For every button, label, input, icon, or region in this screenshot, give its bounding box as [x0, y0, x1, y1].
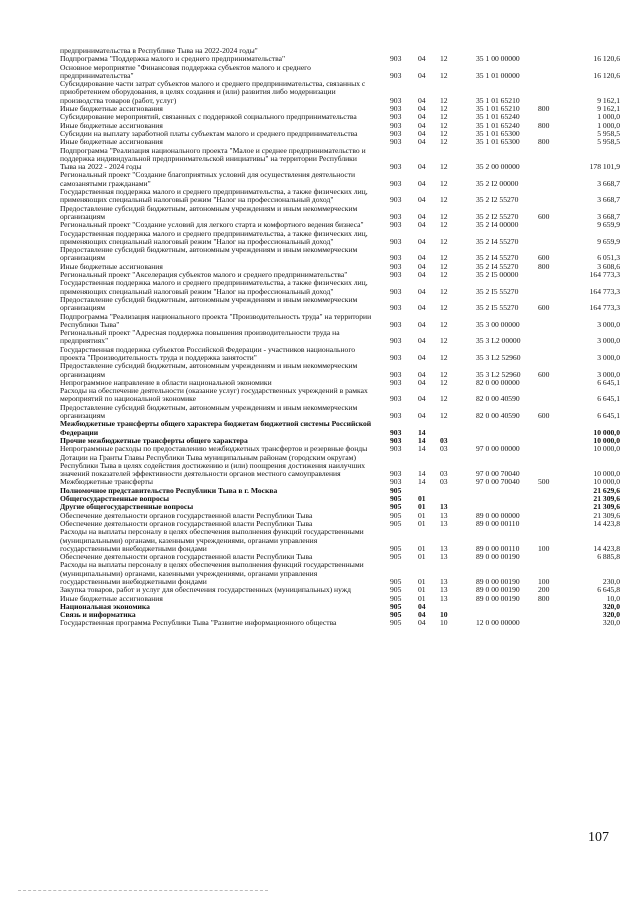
- department-code: 903: [390, 95, 402, 105]
- section-code: 04: [418, 601, 426, 611]
- expense-type-code: 800: [538, 137, 550, 147]
- section-code: 04: [418, 394, 426, 404]
- amount: 1 000,0: [597, 120, 620, 130]
- department-code: 903: [390, 286, 402, 296]
- row-name: Государственная поддержка малого и среднего предпринимательства, а также физических лиц, применяющих специальный налоговый режим "Налог на профессиональный доход": [60, 228, 368, 246]
- amount: 230,0: [602, 577, 620, 586]
- subsection-code: 12: [440, 411, 448, 421]
- row-name: Иные бюджетные ассигнования: [60, 104, 163, 114]
- subsection-code: 12: [440, 120, 448, 130]
- amount: 6 051,3: [597, 253, 620, 263]
- target-article-code: 35 3 L2 52960: [476, 352, 521, 362]
- table-row: [60, 603, 620, 611]
- row-name: Дотации на Гранты Главы Республики Тыва муниципальным районам (городским округам) Республики Тыва в целях содействия достижению и (или) поощрения достижения наилучших значений показателей эффективности деятельности органов местного самоуправления: [60, 452, 366, 479]
- subsection-code: 12: [440, 70, 448, 80]
- subsection-code: 10: [440, 618, 448, 628]
- department-code: 903: [390, 477, 402, 487]
- section-code: 04: [418, 253, 426, 263]
- subsection-code: 13: [440, 593, 448, 603]
- amount: 5 958,5: [597, 137, 620, 147]
- amount: 3 668,7: [597, 195, 620, 205]
- subsection-code: 12: [440, 95, 448, 105]
- department-code: 905: [390, 485, 402, 495]
- target-article-code: 35 2 I2 00000: [476, 178, 519, 188]
- row-name: Предоставление субсидий бюджетным, автономным учреждениям и иным некоммерческим организациям: [60, 361, 358, 379]
- amount: 6 885,8: [597, 552, 620, 562]
- subsection-code: 12: [440, 162, 448, 172]
- section-code: 01: [418, 585, 426, 595]
- subsection-code: 12: [440, 178, 448, 188]
- target-article-code: 97 0 00 70040: [476, 477, 520, 487]
- amount: 21 629,6: [593, 485, 620, 495]
- department-code: 903: [390, 261, 402, 271]
- subsection-code: 12: [440, 128, 448, 138]
- section-code: 01: [418, 543, 426, 553]
- subsection-code: 12: [440, 394, 448, 404]
- subsection-code: 12: [440, 253, 448, 263]
- row-name: Иные бюджетные ассигнования: [60, 261, 163, 271]
- amount: 3 608,6: [597, 261, 620, 271]
- department-code: 903: [390, 427, 402, 437]
- row-name: Связь и информатика: [60, 610, 136, 620]
- department-code: 903: [390, 253, 402, 263]
- footer-divider: [18, 890, 268, 891]
- department-code: 905: [390, 618, 402, 628]
- amount: 6 645,1: [597, 377, 620, 387]
- amount: 3 000,0: [597, 352, 620, 362]
- department-code: 905: [390, 610, 402, 620]
- amount: 3 668,7: [597, 211, 620, 221]
- department-code: 905: [390, 577, 402, 586]
- subsection-code: 13: [440, 543, 448, 553]
- expense-type-code: 800: [538, 261, 550, 271]
- row-name: Предоставление субсидий бюджетным, автономным учреждениям и иным некоммерческим организациям: [60, 294, 358, 313]
- subsection-code: 03: [440, 444, 448, 454]
- section-code: 04: [418, 104, 426, 114]
- amount: 16 120,6: [593, 70, 620, 80]
- section-code: 04: [418, 162, 426, 172]
- department-code: 903: [390, 104, 402, 114]
- department-code: 905: [390, 502, 402, 512]
- amount: 16 120,6: [593, 54, 620, 64]
- amount: 10 000,0: [593, 477, 620, 487]
- target-article-code: 82 0 00 00000: [476, 377, 520, 387]
- row-name: Межбюджетные трансферты общего характера бюджетам бюджетной системы Российской Федерации: [60, 419, 372, 437]
- row-name: Региональный проект "Создание условий для легкого старта и комфортного ведения бизнеса": [60, 220, 364, 230]
- amount: 21 309,6: [593, 502, 620, 512]
- target-article-code: 12 0 00 00000: [476, 618, 520, 628]
- expense-type-code: 800: [538, 104, 550, 114]
- subsection-code: 12: [440, 261, 448, 271]
- target-article-code: 35 1 00 00000: [476, 54, 520, 64]
- section-code: 14: [418, 469, 426, 479]
- row-name: Расходы на обеспечение деятельности (оказание услуг) государственных учреждений в рамках мероприятий по национальной экономике: [60, 386, 368, 404]
- target-article-code: 35 2 I2 55270: [476, 195, 519, 205]
- target-article-code: 35 1 01 00000: [476, 70, 520, 80]
- target-article-code: 35 2 I5 00000: [476, 270, 519, 280]
- row-name: Межбюджетные трансферты: [60, 477, 153, 487]
- target-article-code: 35 3 00 00000: [476, 319, 520, 329]
- department-code: 903: [390, 352, 402, 362]
- target-article-code: 35 1 01 65210: [476, 95, 520, 105]
- table-row: [60, 619, 620, 627]
- amount: 6 645,1: [597, 394, 620, 404]
- subsection-code: 12: [440, 303, 448, 313]
- section-code: 04: [418, 319, 426, 329]
- subsection-code: 12: [440, 377, 448, 387]
- section-code: 14: [418, 444, 426, 454]
- expense-type-code: 800: [538, 593, 550, 603]
- row-name: Непрограммное направление в области национальной экономики: [60, 377, 272, 387]
- table-row: [60, 64, 620, 81]
- row-name: Закупка товаров, работ и услуг для обеспечения государственных (муниципальных) нужд: [60, 585, 351, 595]
- department-code: 905: [390, 543, 402, 553]
- department-code: 905: [390, 510, 402, 520]
- subsection-code: 13: [440, 518, 448, 528]
- department-code: 903: [390, 70, 402, 80]
- row-name: Обеспечение деятельности органов государственной власти Республики Тыва: [60, 510, 313, 520]
- row-name: Иные бюджетные ассигнования: [60, 593, 163, 603]
- row-name: Национальная экономика: [60, 601, 150, 611]
- table-row: [60, 246, 620, 263]
- department-code: 905: [390, 552, 402, 562]
- target-article-code: 35 1 01 65300: [476, 128, 520, 138]
- subsection-code: 03: [440, 469, 448, 479]
- table-row: [60, 188, 620, 205]
- target-article-code: 35 2 I4 55270: [476, 253, 519, 263]
- section-code: 04: [418, 220, 426, 230]
- amount: 21 309,6: [593, 510, 620, 520]
- target-article-code: 89 0 00 00190: [476, 552, 520, 562]
- table-row: [60, 404, 620, 421]
- target-article-code: 35 2 00 00000: [476, 162, 520, 172]
- section-code: 04: [418, 95, 426, 105]
- section-code: 04: [418, 369, 426, 379]
- expense-type-code: 600: [538, 211, 550, 221]
- target-article-code: 35 3 L2 52960: [476, 369, 521, 379]
- section-code: 01: [418, 593, 426, 603]
- department-code: 903: [390, 178, 402, 188]
- subsection-code: 10: [440, 610, 448, 620]
- row-name: Субсидии на выплату заработной платы субъектам малого и среднего предпринимательства: [60, 128, 358, 138]
- table-row: [60, 80, 620, 105]
- row-name: Предоставление субсидий бюджетным, автономным учреждениям и иным некоммерческим организациям: [60, 402, 358, 421]
- amount: 21 309,6: [593, 494, 620, 504]
- row-name: Предоставление субсидий бюджетным, автономным учреждениям и иным некоммерческим организациям: [60, 245, 358, 263]
- row-name: Другие общегосударственные вопросы: [60, 502, 194, 512]
- subsection-code: 13: [440, 510, 448, 520]
- table-row: [60, 147, 620, 172]
- row-name: Государственная поддержка малого и среднего предпринимательства, а также физических лиц, применяющих специальный налоговый режим "Налог на профессиональный доход": [60, 278, 368, 296]
- row-name: Непрограммные расходы по предоставлению межбюджетных трансфертов и резервные фонды: [60, 444, 368, 454]
- section-code: 14: [418, 427, 426, 437]
- amount: 10 000,0: [593, 427, 620, 437]
- amount: 14 423,8: [593, 543, 620, 553]
- department-code: 903: [390, 369, 402, 379]
- row-name: Региональный проект "Создание благоприятных условий для осуществления деятельности самозанятыми гражданами": [60, 170, 356, 188]
- subsection-code: 12: [440, 137, 448, 147]
- table-row: [60, 329, 620, 346]
- subsection-code: 12: [440, 104, 448, 114]
- target-article-code: 35 1 01 65300: [476, 137, 520, 147]
- target-article-code: 35 2 I4 55270: [476, 261, 519, 271]
- target-article-code: 89 0 00 00000: [476, 510, 520, 520]
- amount: 320,0: [602, 601, 620, 611]
- department-code: 903: [390, 469, 402, 479]
- table-row: [60, 296, 620, 313]
- subsection-code: 12: [440, 270, 448, 280]
- table-row: [60, 387, 620, 404]
- row-name: Государственная поддержка субъектов Российской Федерации - участников национального проекта "Производительность труда и поддержка занятости": [60, 344, 356, 362]
- department-code: 903: [390, 112, 402, 122]
- target-article-code: 82 0 00 40590: [476, 394, 520, 404]
- target-article-code: 97 0 00 70040: [476, 469, 520, 479]
- department-code: 903: [390, 236, 402, 246]
- section-code: 04: [418, 178, 426, 188]
- row-name: Обеспечение деятельности органов государственной власти Республики Тыва: [60, 518, 313, 528]
- target-article-code: 35 2 I5 55270: [476, 286, 519, 296]
- target-article-code: 35 1 01 65240: [476, 120, 520, 130]
- department-code: 903: [390, 128, 402, 138]
- row-name: Подпрограмма "Реализация национального проекта "Производительность труда" на территории Республики Тыва": [60, 311, 372, 329]
- target-article-code: 35 2 I5 55270: [476, 303, 519, 313]
- section-code: 04: [418, 128, 426, 138]
- subsection-code: 12: [440, 369, 448, 379]
- table-row: [60, 205, 620, 222]
- row-name: Иные бюджетные ассигнования: [60, 120, 163, 130]
- amount: 3 000,0: [597, 336, 620, 346]
- table-row: [60, 528, 620, 553]
- table-row: [60, 362, 620, 379]
- subsection-code: 13: [440, 585, 448, 595]
- row-name: Иные бюджетные ассигнования: [60, 137, 163, 147]
- subsection-code: 12: [440, 54, 448, 64]
- row-name: Субсидирование части затрат субъектов малого и среднего предпринимательства, связанных с приобретением оборудования, в целях создания и (или) развития либо модернизации производства товаров (работ, услуг): [60, 79, 366, 105]
- section-code: 04: [418, 54, 426, 64]
- target-article-code: 82 0 00 40590: [476, 411, 520, 421]
- row-name: Расходы на выплаты персоналу в целях обеспечения выполнения функций государственными (муниципальными) органами, казенными учреждениями, органами управления государственными внебюджетными фондами: [60, 527, 364, 553]
- budget-table: [60, 47, 620, 628]
- subsection-code: 12: [440, 352, 448, 362]
- row-name: Региональный проект "Акселерация субъектов малого и среднего предпринимательства": [60, 270, 348, 280]
- target-article-code: 35 1 01 65210: [476, 104, 520, 114]
- amount: 5 958,5: [597, 128, 620, 138]
- row-name: Предоставление субсидий бюджетным, автономным учреждениям и иным некоммерческим организациям: [60, 203, 358, 221]
- amount: 3 000,0: [597, 319, 620, 329]
- section-code: 14: [418, 477, 426, 487]
- amount: 320,0: [602, 610, 620, 620]
- subsection-code: 12: [440, 236, 448, 246]
- section-code: 04: [418, 70, 426, 80]
- section-code: 04: [418, 352, 426, 362]
- section-code: 04: [418, 270, 426, 280]
- department-code: 903: [390, 444, 402, 454]
- target-article-code: 89 0 00 00190: [476, 585, 520, 595]
- table-row: [60, 454, 620, 479]
- subsection-code: 13: [440, 577, 448, 586]
- row-name: Государственная поддержка малого и среднего предпринимательства, а также физических лиц, применяющих специальный налоговый режим "Налог на профессиональный доход": [60, 187, 368, 205]
- expense-type-code: 600: [538, 253, 550, 263]
- amount: 6 645,1: [597, 411, 620, 421]
- expense-type-code: 100: [538, 543, 550, 553]
- department-code: 905: [390, 518, 402, 528]
- target-article-code: 89 0 00 00110: [476, 543, 520, 553]
- table-row: [60, 230, 620, 247]
- department-code: 905: [390, 494, 402, 504]
- expense-type-code: 500: [538, 477, 550, 487]
- section-code: 04: [418, 336, 426, 346]
- section-code: 04: [418, 303, 426, 313]
- expense-type-code: 200: [538, 585, 550, 595]
- row-name: Полномочное представительство Республики Тыва в г. Москва: [60, 485, 278, 495]
- amount: 3 000,0: [597, 369, 620, 379]
- table-row: [60, 346, 620, 363]
- department-code: 903: [390, 137, 402, 147]
- row-name: предпринимательства в Республике Тыва на 2022-2024 годы": [60, 46, 258, 55]
- section-code: 01: [418, 510, 426, 520]
- department-code: 903: [390, 377, 402, 387]
- target-article-code: 35 2 I4 00000: [476, 220, 519, 230]
- table-row: [60, 279, 620, 296]
- amount: 320,0: [602, 618, 620, 628]
- section-code: 04: [418, 610, 426, 620]
- target-article-code: 89 0 00 00110: [476, 518, 520, 528]
- target-article-code: 35 2 I4 55270: [476, 236, 519, 246]
- department-code: 903: [390, 394, 402, 404]
- department-code: 905: [390, 601, 402, 611]
- amount: 14 423,8: [593, 518, 620, 528]
- amount: 10 000,0: [593, 435, 620, 445]
- page-number: 107: [588, 830, 609, 845]
- section-code: 04: [418, 211, 426, 221]
- section-code: 04: [418, 261, 426, 271]
- department-code: 903: [390, 162, 402, 172]
- target-article-code: 89 0 00 00190: [476, 593, 520, 603]
- section-code: 01: [418, 494, 426, 504]
- subsection-code: 12: [440, 195, 448, 205]
- subsection-code: 12: [440, 336, 448, 346]
- amount: 10,0: [606, 593, 620, 603]
- subsection-code: 12: [440, 319, 448, 329]
- expense-type-code: 600: [538, 303, 550, 313]
- expense-type-code: 600: [538, 369, 550, 379]
- section-code: 04: [418, 618, 426, 628]
- department-code: 903: [390, 411, 402, 421]
- amount: 178 101,9: [589, 162, 620, 172]
- section-code: 01: [418, 552, 426, 562]
- table-row: [60, 171, 620, 188]
- section-code: 04: [418, 411, 426, 421]
- department-code: 905: [390, 593, 402, 603]
- section-code: 04: [418, 236, 426, 246]
- subsection-code: 13: [440, 552, 448, 562]
- subsection-code: 12: [440, 220, 448, 230]
- target-article-code: 35 3 L2 00000: [476, 336, 521, 346]
- amount: 9 162,1: [597, 95, 620, 105]
- section-code: 04: [418, 120, 426, 130]
- row-name: Государственная программа Республики Тыва "Развитие информационного общества: [60, 618, 337, 628]
- row-name: Прочие межбюджетные трансферты общего характера: [60, 435, 248, 445]
- expense-type-code: 800: [538, 120, 550, 130]
- department-code: 903: [390, 120, 402, 130]
- amount: 164 773,3: [589, 270, 620, 280]
- expense-type-code: 600: [538, 411, 550, 421]
- amount: 9 162,1: [597, 104, 620, 114]
- department-code: 903: [390, 54, 402, 64]
- row-name: Подпрограмма "Реализация национального проекта "Малое и среднее предпринимательство и поддержка индивидуальной предпринимательской инициативы" на территории Республики Тыва на 2022 - 2024 годы: [60, 145, 366, 172]
- department-code: 905: [390, 585, 402, 595]
- section-code: 01: [418, 502, 426, 512]
- section-code: 04: [418, 195, 426, 205]
- section-code: 14: [418, 435, 426, 445]
- amount: 3 668,7: [597, 178, 620, 188]
- target-article-code: 89 0 00 00190: [476, 577, 520, 586]
- section-code: 04: [418, 377, 426, 387]
- department-code: 903: [390, 220, 402, 230]
- subsection-code: 12: [440, 286, 448, 296]
- department-code: 903: [390, 319, 402, 329]
- row-name: Основное мероприятие "Финансовая поддержка субъектов малого и среднего предпринимательства": [60, 62, 311, 80]
- section-code: 01: [418, 577, 426, 586]
- amount: 10 000,0: [593, 444, 620, 454]
- amount: 164 773,3: [589, 286, 620, 296]
- department-code: 903: [390, 211, 402, 221]
- table-row: [60, 313, 620, 330]
- row-name: Субсидирование мероприятий, связанных с поддержкой социального предпринимательства: [60, 112, 357, 122]
- amount: 1 000,0: [597, 112, 620, 122]
- row-name: Подпрограмма "Поддержка малого и среднего предпринимательства": [60, 54, 286, 64]
- row-name: Общегосударственные вопросы: [60, 494, 170, 504]
- department-code: 903: [390, 303, 402, 313]
- department-code: 903: [390, 195, 402, 205]
- row-name: Обеспечение деятельности органов государственной власти Республики Тыва: [60, 552, 313, 562]
- department-code: 903: [390, 336, 402, 346]
- section-code: 04: [418, 286, 426, 296]
- section-code: 01: [418, 518, 426, 528]
- target-article-code: 97 0 00 00000: [476, 444, 520, 454]
- row-name: Расходы на выплаты персоналу в целях обеспечения выполнения функций государственными (муниципальными) органами, казенными учреждениями, органами управления государственными внебюджетными фондами: [60, 560, 364, 586]
- amount: 6 645,8: [597, 585, 620, 595]
- expense-type-code: 100: [538, 577, 550, 586]
- table-row: [60, 561, 620, 586]
- amount: 9 659,9: [597, 236, 620, 246]
- table-row: [60, 420, 620, 437]
- subsection-code: 12: [440, 112, 448, 122]
- subsection-code: 12: [440, 211, 448, 221]
- target-article-code: 35 2 I2 55270: [476, 211, 519, 221]
- amount: 164 773,3: [589, 303, 620, 313]
- amount: 10 000,0: [593, 469, 620, 479]
- section-code: 04: [418, 112, 426, 122]
- subsection-code: 03: [440, 477, 448, 487]
- section-code: 04: [418, 137, 426, 147]
- amount: 9 659,9: [597, 220, 620, 230]
- department-code: 903: [390, 270, 402, 280]
- row-name: Региональный проект "Адресная поддержка повышения производительности труда на предприятиях": [60, 328, 340, 346]
- subsection-code: 03: [440, 435, 448, 445]
- subsection-code: 13: [440, 502, 448, 512]
- department-code: 903: [390, 435, 402, 445]
- target-article-code: 35 1 01 65240: [476, 112, 520, 122]
